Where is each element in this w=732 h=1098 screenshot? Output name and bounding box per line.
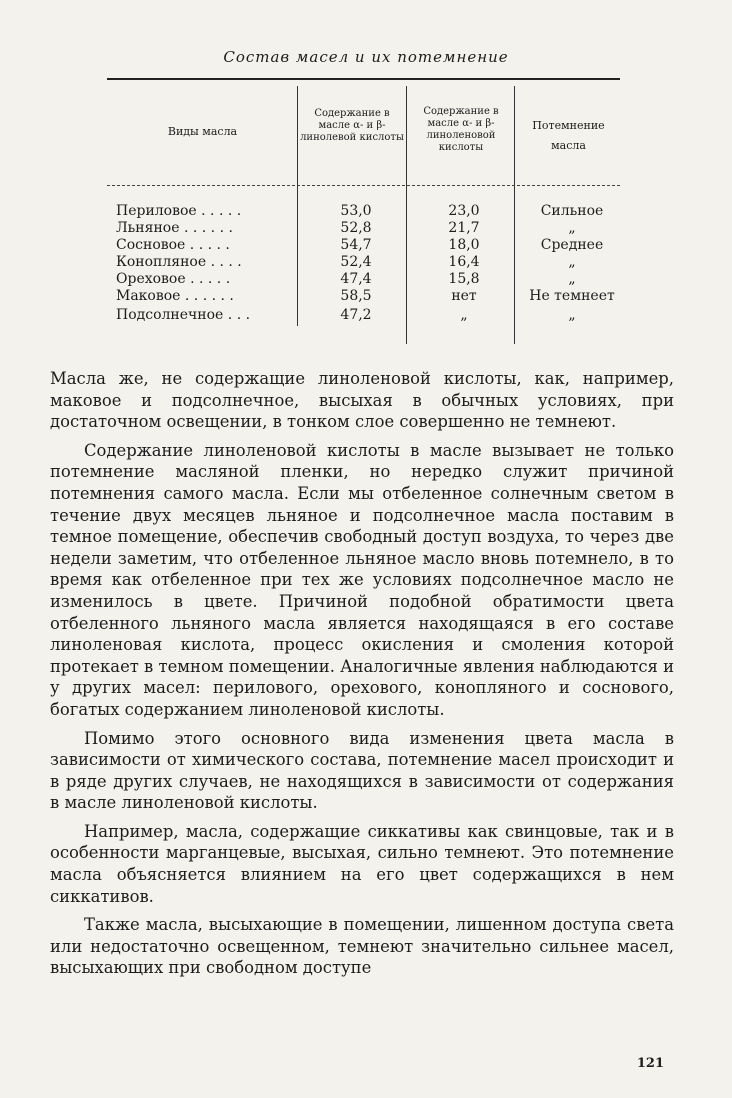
beta-value: 47,4: [340, 271, 372, 287]
header-darkening: Потемнение масла: [532, 119, 605, 152]
linolenic-value: „: [460, 307, 468, 323]
paragraph: Также масла, высыхающие в помещении, лишенном доступа света или недостаточно освещенном, темнеют значительно сильнее масел, высыхающих при свободном доступе: [50, 915, 674, 978]
oil-name: Подсолнечное . . .: [116, 307, 251, 323]
oil-name: Льняное . . . . . .: [116, 220, 233, 236]
beta-value: 54,7: [340, 237, 372, 253]
beta-value: 58,5: [340, 288, 372, 304]
darkening-value: Сильное: [540, 203, 604, 219]
oil-name: Сосновое . . . . .: [116, 237, 230, 253]
paragraph: Помимо этого основного вида изменения цвета масла в зависимости от химического состава, потемнение масел происходит и в ряде других случаев, не находящихся в зависимости от содержания в масле линоленовой кислоты.: [50, 728, 674, 813]
beta-value: 52,4: [340, 254, 372, 270]
darkening-value: „: [568, 307, 576, 323]
oil-name: Конопляное . . . .: [116, 254, 242, 270]
beta-value: 53,0: [340, 203, 372, 219]
table-row: [110, 254, 620, 271]
darkening-value: „: [568, 220, 576, 236]
table-row: [110, 307, 620, 324]
page-number: 121: [636, 1056, 664, 1071]
darkening-value: Не темнеет: [529, 288, 615, 304]
paragraph: Масла же, не содержащие линоленовой кислоты, как, например, маковое и подсолнечное, высыхая в обычных условиях, при достаточном освещении, в тонком слое совершенно не темнеют.: [50, 369, 674, 432]
header-oil-type: Виды масла: [167, 125, 238, 138]
linolenic-value: 16,4: [448, 254, 480, 270]
body-text: [50, 368, 674, 986]
table-header-rule: [107, 185, 620, 186]
oil-name: Маковое . . . . . .: [116, 288, 234, 304]
header-beta-linoleic: Содержание в масле α- и β-линолевой кислоты: [300, 108, 404, 143]
beta-value: 47,2: [340, 307, 372, 323]
paragraph: Содержание линоленовой кислоты в масле вызывает не только потемнение масляной пленки, но нередко служит причиной потемнения самого масла. Если мы отбеленное солнечным светом в течение двух месяцев льняное и подсолнечное масла поставим в темное помещение, обеспечив свободный доступ воздуха, то через две недели заметим, что отбеленное льняное масло вновь потемнело, в то время как отбеленное при тех же условиях подсолнечное масло не изменилось в цвете. Причиной подобной обратимости цвета отбеленного льняного масла является находящаяся в его составе линоленовая кислота, процесс окисления и смоления которой протекает в темном помещении. Аналогичные явления наблюдаются и у других масел: перилового, орехового, конопляного и соснового, богатых содержанием линоленовой кислоты.: [50, 440, 674, 719]
table-row: [110, 271, 620, 288]
linolenic-value: 23,0: [448, 203, 480, 219]
table-top-rule: [107, 78, 620, 80]
table-row: [110, 288, 620, 305]
table-row: [110, 237, 620, 254]
darkening-value: „: [568, 271, 576, 287]
linolenic-value: нет: [451, 288, 477, 304]
linolenic-value: 18,0: [448, 237, 480, 253]
oil-name: Ореховое . . . . .: [116, 271, 231, 287]
oil-name: Периловое . . . . .: [116, 203, 242, 219]
beta-value: 52,8: [340, 220, 372, 236]
header-linolenic: Содержание в масле α- и β-линоленовой кислоты: [423, 106, 499, 153]
darkening-value: Среднее: [540, 237, 604, 253]
linolenic-value: 15,8: [448, 271, 480, 287]
table-row: [110, 203, 620, 220]
paragraph: Например, масла, содержащие сиккативы как свинцовые, так и в особенности марганцевые, высыхая, сильно темнеют. Это потемнение масла объясняется влиянием на его цвет содержащихся в нем сиккативов.: [50, 821, 674, 906]
table-title: Состав масел и их потемнение: [223, 48, 509, 66]
table-row: [110, 220, 620, 237]
darkening-value: „: [568, 254, 576, 270]
linolenic-value: 21,7: [448, 220, 480, 236]
